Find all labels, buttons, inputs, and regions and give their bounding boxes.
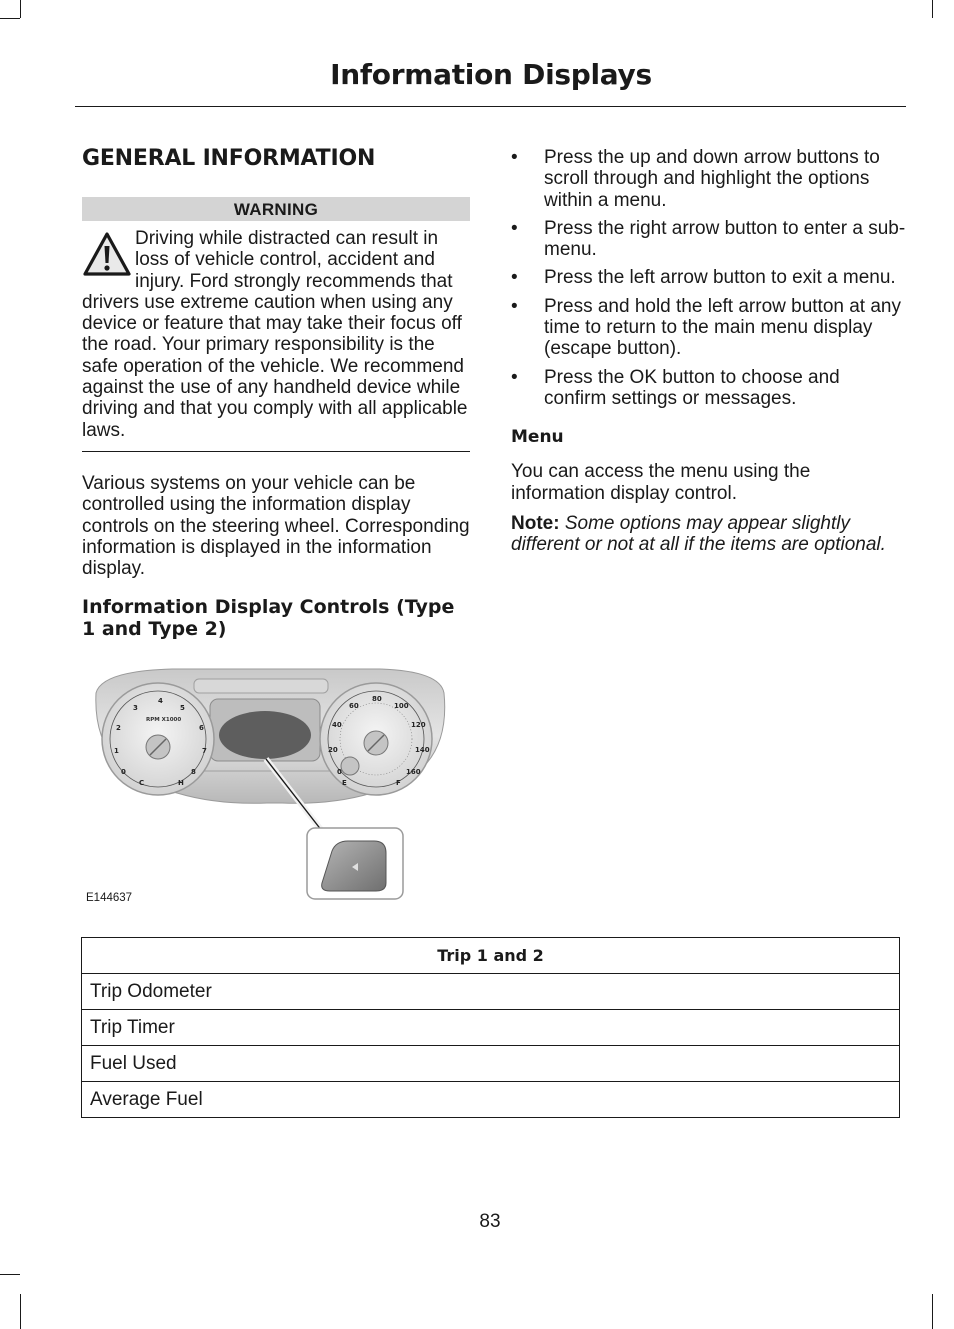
crop-mark [932, 1294, 933, 1329]
table-header-row [82, 938, 900, 974]
tach-number: 5 [180, 704, 185, 712]
warning-box [82, 228, 470, 441]
list-item [511, 218, 906, 261]
table-row [82, 1010, 900, 1046]
note-text: Some options may appear slightly different or not at all if the items are optional. [511, 512, 886, 556]
intro-paragraph: Various systems on your vehicle can be controlled using the information display controls on the steering wheel. Corresponding information is displayed in the information display. [82, 472, 470, 580]
list-item [511, 296, 906, 360]
trip-table [81, 937, 900, 1118]
list-item [511, 367, 906, 410]
section-heading: GENERAL INFORMATION [82, 146, 376, 171]
bullet-icon: • [511, 267, 518, 289]
table-row [82, 1082, 900, 1118]
tach-number: 8 [191, 768, 196, 776]
note-paragraph [511, 513, 906, 556]
menu-heading: Menu [511, 427, 564, 448]
instruction-list [511, 147, 906, 409]
speed-number: 20 [328, 746, 338, 754]
bullet-icon: • [511, 295, 518, 317]
list-item-text: Press the left arrow button to exit a menu. [544, 267, 896, 289]
tach-number: 7 [202, 747, 207, 755]
warning-divider [82, 451, 470, 452]
list-item-text: Press the up and down arrow buttons to scroll through and highlight the options within a menu. [544, 147, 880, 211]
tach-number: 1 [114, 747, 119, 755]
crop-mark [0, 18, 20, 19]
list-item-text: Press the OK button to choose and confirm settings or messages. [544, 366, 840, 409]
fuel-full-mark: F [396, 779, 401, 787]
speed-number: 60 [349, 702, 359, 710]
speed-number: 80 [372, 695, 382, 703]
tach-number: 3 [133, 704, 138, 712]
temp-hot-mark: H [178, 779, 184, 787]
list-item-text: Press and hold the left arrow button at any time to return to the main menu display (escape button). [544, 295, 901, 360]
temp-cold-mark: C [139, 779, 145, 787]
warning-label: WARNING [82, 197, 470, 221]
speed-number: 140 [415, 746, 430, 754]
table-row [82, 974, 900, 1010]
menu-paragraph: You can access the menu using the information display control. [511, 461, 811, 504]
speed-number: 160 [406, 768, 421, 776]
speed-number: 120 [411, 721, 426, 729]
bullet-icon: • [511, 366, 518, 388]
tach-label: RPM X1000 [146, 717, 182, 723]
crop-mark [20, 0, 21, 18]
table-header: Trip 1 and 2 [82, 938, 900, 974]
controls-subheading: Information Display Controls (Type 1 and Type 2) [82, 596, 455, 640]
list-item-text: Press the right arrow button to enter a sub-menu. [544, 217, 906, 261]
fuel-empty-mark: E [342, 779, 347, 787]
crop-mark [932, 0, 933, 18]
page-title: Information Displays [330, 58, 652, 91]
list-item [511, 267, 906, 288]
speed-number: 40 [332, 721, 342, 729]
table-cell: Average Fuel [82, 1082, 900, 1118]
table-cell: Trip Timer [82, 1010, 900, 1046]
header-divider [75, 106, 906, 107]
tach-number: 0 [121, 768, 126, 776]
list-item [511, 147, 906, 211]
warning-text: Driving while distracted can result in loss of vehicle control, accident and injury. Ford strongly recommends that drivers use extreme caution when using any device or feature that may take their focus off the road. Your primary responsibility is the safe operation of the vehicle. We recommend against the use of any handheld device while driving and that you comply with all applicable laws. [82, 228, 468, 441]
figure-id: E144637 [86, 892, 133, 904]
table-cell: Fuel Used [82, 1046, 900, 1082]
note-label: Note: [511, 512, 560, 534]
left-column [82, 146, 470, 640]
tach-number: 6 [199, 724, 204, 732]
instrument-cluster-illustration [82, 655, 470, 915]
speed-number: 0 [337, 768, 342, 776]
tach-number: 4 [158, 697, 163, 705]
right-column [511, 147, 906, 555]
speed-number: 100 [394, 702, 409, 710]
crop-mark [0, 1274, 20, 1275]
bullet-icon: • [511, 217, 518, 239]
crop-mark [20, 1294, 21, 1329]
warning-triangle-icon [82, 231, 132, 277]
tach-number: 2 [116, 724, 121, 732]
table-row [82, 1046, 900, 1082]
bullet-icon: • [511, 147, 518, 168]
instrument-cluster-figure [82, 655, 470, 915]
table-cell: Trip Odometer [82, 974, 900, 1010]
page-number: 83 [479, 1211, 501, 1232]
